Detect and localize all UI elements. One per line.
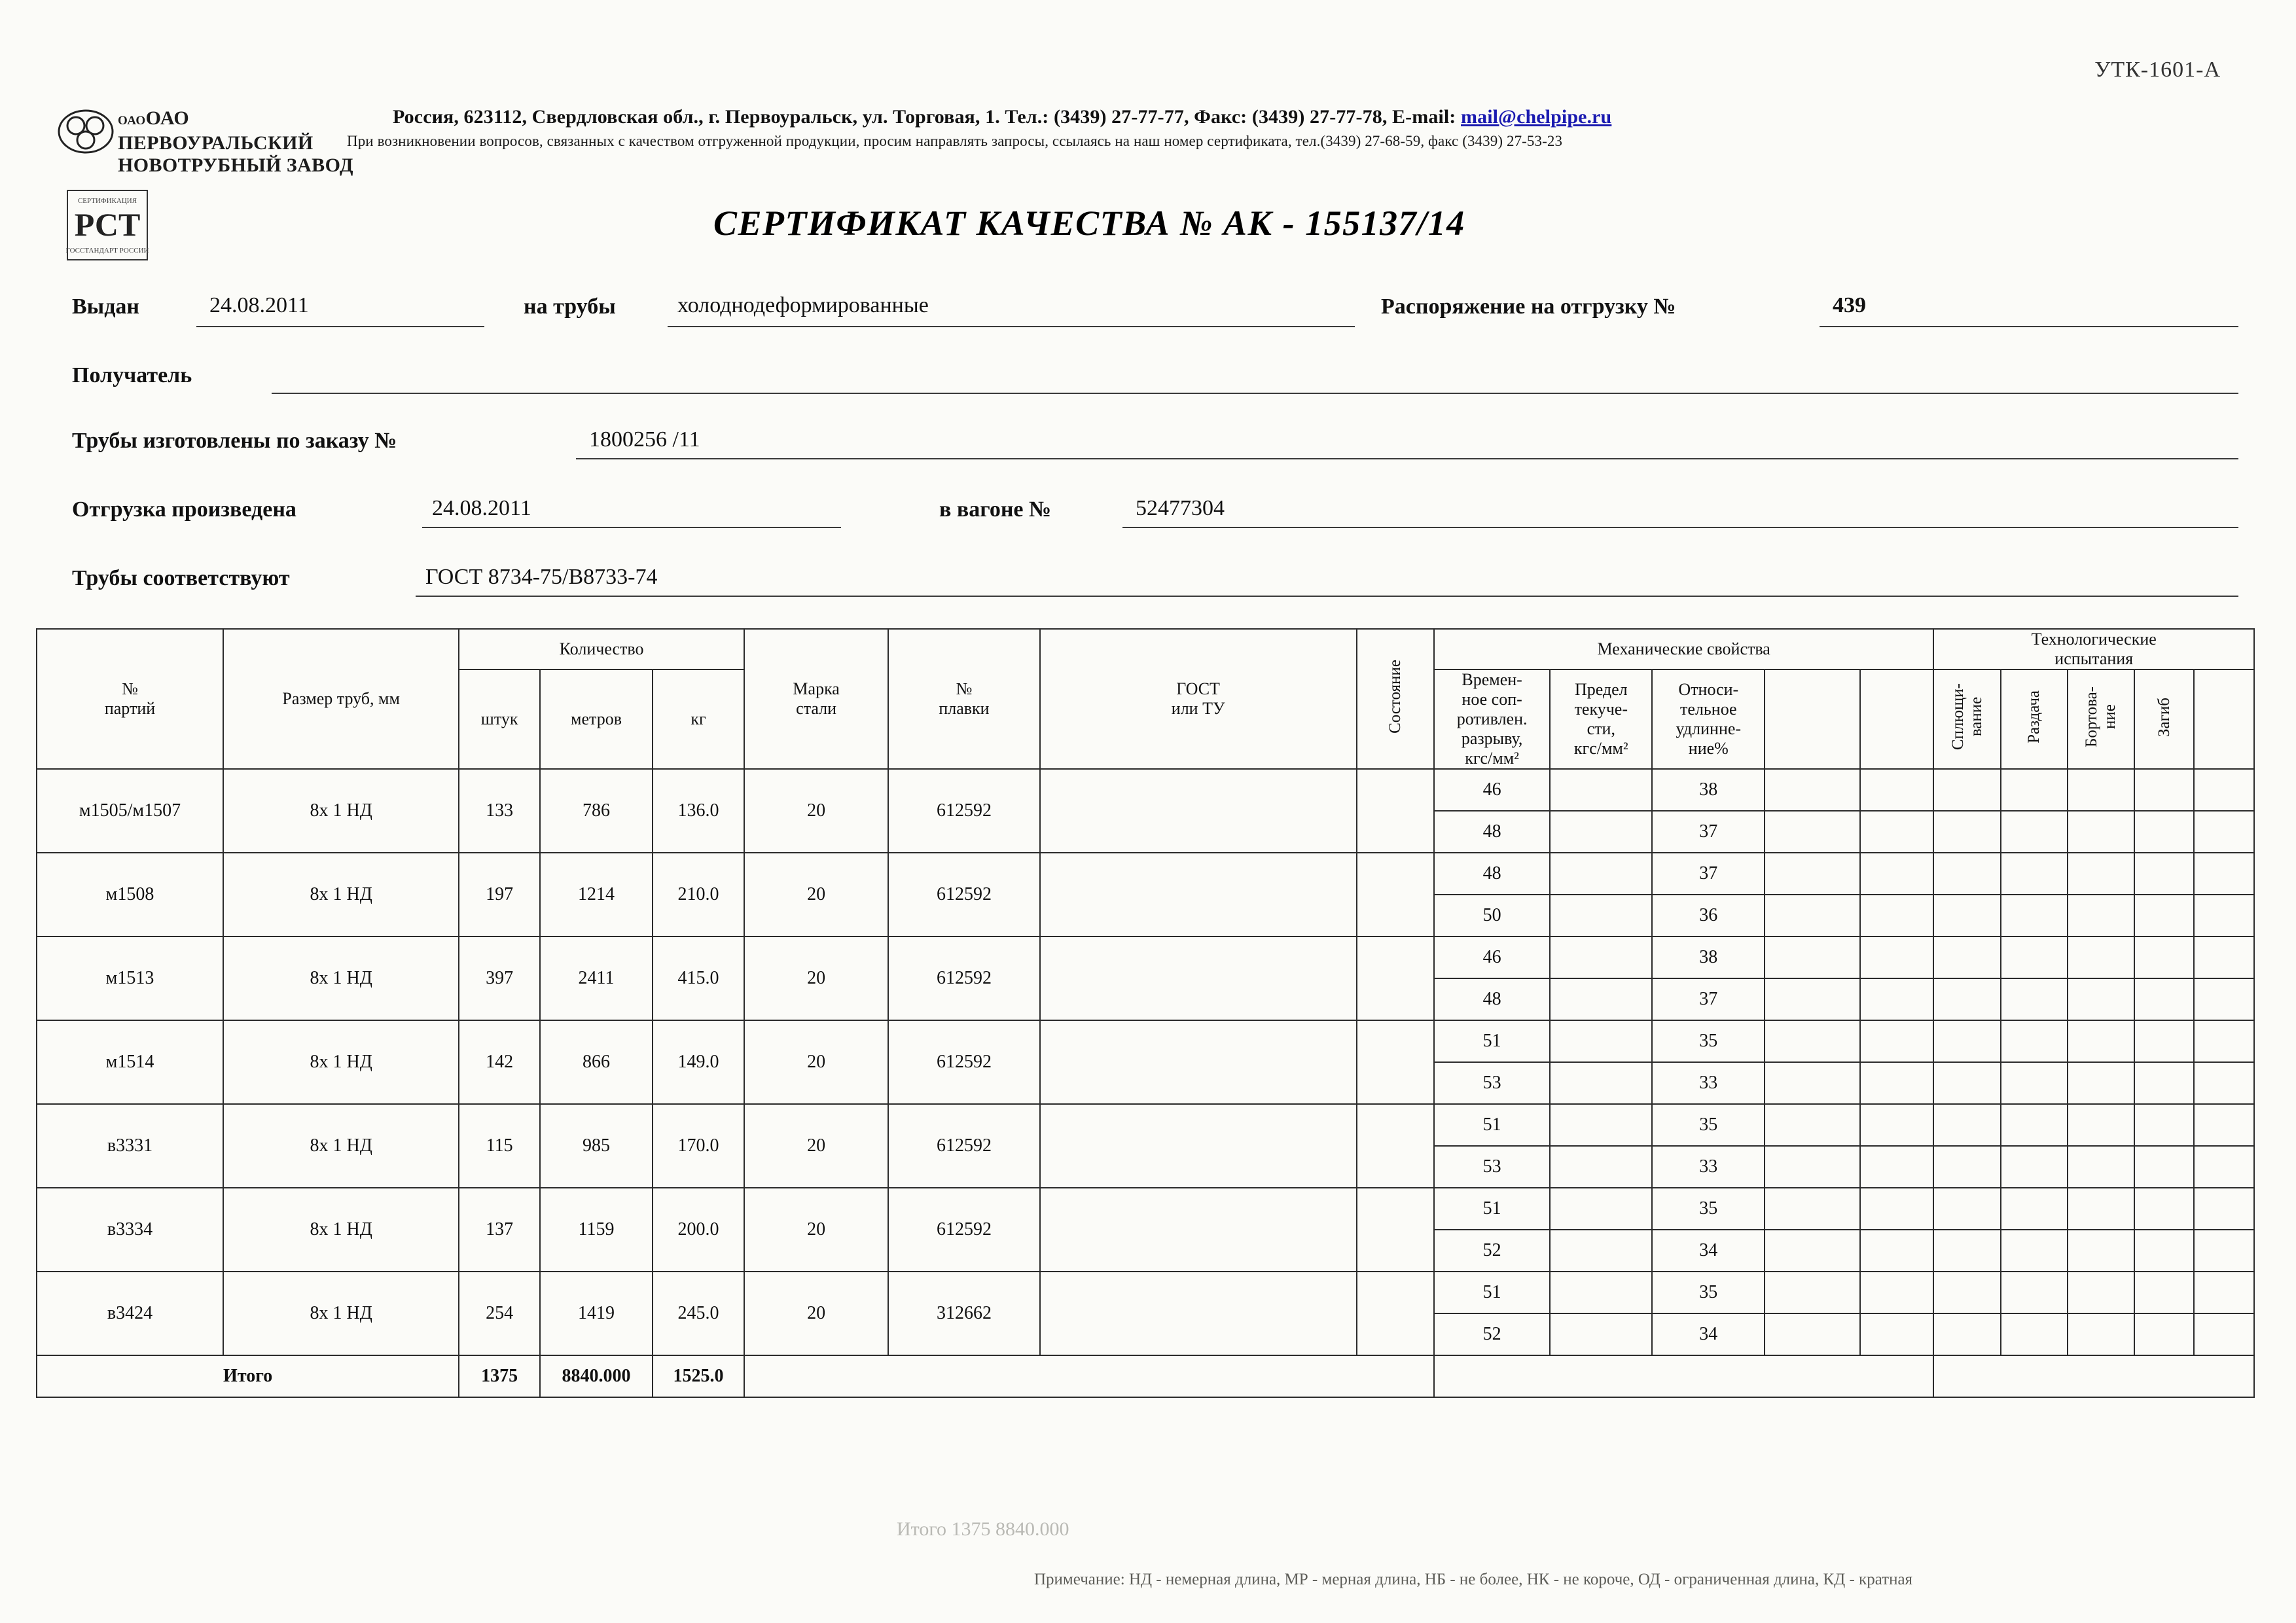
- cell-yield-2: [1550, 811, 1652, 853]
- shipping-order-label: Распоряжение на отгрузку №: [1381, 294, 1676, 319]
- cell-mech-extra-2: [1860, 1020, 1934, 1062]
- cell-meters: 1214: [540, 853, 653, 936]
- cell-expansion-2: [2001, 978, 2068, 1020]
- cell-elongation: 38: [1652, 936, 1765, 978]
- th-heat-no: № плавки: [888, 629, 1039, 769]
- table-header-row-1: [37, 629, 2254, 669]
- cell-flattening: [1933, 1020, 2000, 1062]
- shipment-date-label: Отгрузка произведена: [72, 497, 296, 522]
- total-blank-2: [1434, 1355, 1934, 1397]
- cell-tensile-2: 52: [1434, 1230, 1550, 1272]
- cell-mech-extra-1: [1765, 1272, 1859, 1313]
- th-bend: Загиб: [2134, 669, 2194, 769]
- cell-tensile: 51: [1434, 1272, 1550, 1313]
- table-row: [37, 853, 2254, 895]
- cell-flanging: [2068, 853, 2134, 895]
- cell-flattening: [1933, 853, 2000, 895]
- cell-tech-extra: [2194, 853, 2254, 895]
- address-text: Россия, 623112, Свердловская обл., г. Первоуральск, ул. Торговая, 1. Тел.: (3439) 27-77-77, Факс: (3439) 27-77-78, E-mail:: [393, 106, 1456, 128]
- cell-yield-2: [1550, 978, 1652, 1020]
- cell-bend-2: [2134, 978, 2194, 1020]
- conformance-value[interactable]: ГОСТ 8734-75/В8733-74: [425, 565, 658, 589]
- svg-text:ГОССТАНДАРТ РОССИИ: ГОССТАНДАРТ РОССИИ: [65, 247, 149, 255]
- cell-tech-extra: [2194, 1020, 2254, 1062]
- th-tensile: Времен- ное соп- ротивлен. разрыву, кгс/мм²: [1434, 669, 1550, 769]
- th-meters: метров: [540, 669, 653, 769]
- cell-expansion: [2001, 936, 2068, 978]
- cell-mech-extra-2: [1860, 1104, 1934, 1146]
- cell-heat: 612592: [888, 936, 1039, 1020]
- cell-meters: 1159: [540, 1188, 653, 1272]
- table-body: [37, 769, 2254, 1355]
- cell-mech-extra-2: [1860, 1272, 1934, 1313]
- cell-flanging-2: [2068, 1146, 2134, 1188]
- cell-mech-extra-1: [1765, 1020, 1859, 1062]
- cell-mech-extra-1: [1765, 1104, 1859, 1146]
- cell-tech-extra-2: [2194, 1230, 2254, 1272]
- cell-elongation: 35: [1652, 1188, 1765, 1230]
- cell-elongation-2: 34: [1652, 1313, 1765, 1355]
- cell-expansion: [2001, 853, 2068, 895]
- total-blank-1: [744, 1355, 1434, 1397]
- order-number-label: Трубы изготовлены по заказу №: [72, 429, 397, 453]
- company-email-link[interactable]: mail@chelpipe.ru: [1461, 106, 1612, 128]
- cell-tensile-2: 53: [1434, 1062, 1550, 1104]
- cell-party: м1508: [37, 853, 223, 936]
- table-row: [37, 1188, 2254, 1230]
- cell-flattening: [1933, 1272, 2000, 1313]
- cell-elongation: 37: [1652, 853, 1765, 895]
- cell-bend-2: [2134, 811, 2194, 853]
- cell-mech-extra-1b: [1765, 1313, 1859, 1355]
- cell-pieces: 142: [459, 1020, 540, 1104]
- cell-gost: [1040, 1188, 1357, 1272]
- cell-flanging-2: [2068, 1062, 2134, 1104]
- cell-tensile-2: 52: [1434, 1313, 1550, 1355]
- cell-flanging: [2068, 1020, 2134, 1062]
- cell-elongation-2: 36: [1652, 895, 1765, 936]
- company-note: При возникновении вопросов, связанных с качеством отгруженной продукции, просим направлять запросы, ссылаясь на наш номер сертификата, тел.(3439) 27-68-59, факс (3439) 27-53-23: [347, 133, 1563, 149]
- table-row: [37, 1104, 2254, 1146]
- cell-party: м1505/м1507: [37, 769, 223, 853]
- cell-tensile-2: 53: [1434, 1146, 1550, 1188]
- cell-flanging: [2068, 936, 2134, 978]
- cell-yield: [1550, 1272, 1652, 1313]
- wagon-underline: [1122, 527, 2238, 528]
- order-number-value[interactable]: 1800256 /11: [589, 427, 700, 452]
- cell-tech-extra-2: [2194, 1062, 2254, 1104]
- cell-tech-extra-2: [2194, 978, 2254, 1020]
- cell-flanging-2: [2068, 978, 2134, 1020]
- cell-size: 8х 1 НД: [223, 1272, 459, 1355]
- th-size: Размер труб, мм: [223, 629, 459, 769]
- cell-steel: 20: [744, 936, 888, 1020]
- issued-value[interactable]: 24.08.2011: [209, 293, 309, 317]
- svg-text:СЕРТИФИКАЦИЯ: СЕРТИФИКАЦИЯ: [77, 197, 137, 205]
- cell-yield: [1550, 1188, 1652, 1230]
- cell-yield-2: [1550, 1230, 1652, 1272]
- cell-flanging-2: [2068, 895, 2134, 936]
- cell-kg: 415.0: [653, 936, 744, 1020]
- cell-bend-2: [2134, 1062, 2194, 1104]
- th-mech-group: Механические свойства: [1434, 629, 1934, 669]
- cell-gost: [1040, 1020, 1357, 1104]
- cell-tensile: 46: [1434, 936, 1550, 978]
- cell-bend-2: [2134, 1230, 2194, 1272]
- cell-flanging: [2068, 1104, 2134, 1146]
- total-pieces: 1375: [459, 1355, 540, 1397]
- cell-mech-extra-2: [1860, 936, 1934, 978]
- total-blank-3: [1933, 1355, 2254, 1397]
- th-flanging: Бортова- ние: [2068, 669, 2134, 769]
- cell-mech-extra-1: [1765, 769, 1859, 811]
- cell-kg: 149.0: [653, 1020, 744, 1104]
- cell-expansion: [2001, 1188, 2068, 1230]
- cell-yield: [1550, 936, 1652, 978]
- cell-mech-extra-2b: [1860, 1062, 1934, 1104]
- cell-size: 8х 1 НД: [223, 769, 459, 853]
- form-code-label: УТК-1601-А: [2094, 58, 2221, 82]
- wagon-value[interactable]: 52477304: [1136, 496, 1225, 520]
- cell-party: м1514: [37, 1020, 223, 1104]
- th-elongation: Относи- тельное удлинне- ние%: [1652, 669, 1765, 769]
- shipping-order-underline: [1820, 326, 2238, 327]
- cell-tensile-2: 48: [1434, 811, 1550, 853]
- th-flattening: Сплющи- вание: [1933, 669, 2000, 769]
- cell-tensile: 48: [1434, 853, 1550, 895]
- cell-yield: [1550, 769, 1652, 811]
- cell-expansion-2: [2001, 1062, 2068, 1104]
- cell-bend-2: [2134, 895, 2194, 936]
- cell-condition: [1357, 769, 1434, 853]
- cell-condition: [1357, 1188, 1434, 1272]
- cell-meters: 1419: [540, 1272, 653, 1355]
- cell-heat: 312662: [888, 1272, 1039, 1355]
- company-name: [118, 107, 365, 177]
- gost-r-certification-icon: [65, 188, 149, 262]
- th-condition: [1357, 629, 1434, 769]
- table-total-row: [37, 1355, 2254, 1397]
- th-expansion: Раздача: [2001, 669, 2068, 769]
- cell-tech-extra: [2194, 1104, 2254, 1146]
- total-kg: 1525.0: [653, 1355, 744, 1397]
- cell-tensile: 51: [1434, 1104, 1550, 1146]
- cell-bend: [2134, 1020, 2194, 1062]
- cell-kg: 245.0: [653, 1272, 744, 1355]
- cell-expansion-2: [2001, 811, 2068, 853]
- cell-condition: [1357, 853, 1434, 936]
- cell-mech-extra-1b: [1765, 895, 1859, 936]
- cell-elongation-2: 33: [1652, 1062, 1765, 1104]
- cell-bend: [2134, 853, 2194, 895]
- pipes-value[interactable]: холоднодеформированные: [677, 293, 929, 317]
- wagon-label: в вагоне №: [939, 497, 1052, 522]
- company-name-line1: ОАО ПЕРВОУРАЛЬСКИЙ: [118, 107, 314, 154]
- cell-bend: [2134, 1104, 2194, 1146]
- cell-expansion-2: [2001, 895, 2068, 936]
- cell-expansion: [2001, 1020, 2068, 1062]
- cell-tensile-2: 50: [1434, 895, 1550, 936]
- table-row: [37, 1272, 2254, 1313]
- issued-label: Выдан: [72, 294, 140, 319]
- cell-size: 8х 1 НД: [223, 936, 459, 1020]
- cell-tensile: 51: [1434, 1020, 1550, 1062]
- cell-gost: [1040, 769, 1357, 853]
- cell-expansion: [2001, 769, 2068, 811]
- cell-party: в3424: [37, 1272, 223, 1355]
- cell-elongation: 35: [1652, 1272, 1765, 1313]
- cell-elongation: 38: [1652, 769, 1765, 811]
- table-row: [37, 936, 2254, 978]
- issued-underline: [196, 326, 484, 327]
- cell-elongation-2: 33: [1652, 1146, 1765, 1188]
- cell-condition: [1357, 936, 1434, 1020]
- pntz-logo-icon: [58, 109, 114, 154]
- cell-party: в3331: [37, 1104, 223, 1188]
- order-number-underline: [576, 458, 2238, 459]
- cell-elongation-2: 37: [1652, 978, 1765, 1020]
- shipping-order-value[interactable]: 439: [1833, 293, 1866, 317]
- table-row: [37, 769, 2254, 811]
- shipment-date-underline: [422, 527, 841, 528]
- cell-meters: 866: [540, 1020, 653, 1104]
- th-gost-tu: ГОСТ или ТУ: [1040, 629, 1357, 769]
- shipment-date-value[interactable]: 24.08.2011: [432, 496, 531, 520]
- cell-tech-extra-2: [2194, 811, 2254, 853]
- cell-bend: [2134, 769, 2194, 811]
- footer-note: Примечание: НД - немерная длина, МР - мерная длина, НБ - не более, НК - не короче, ОД - ограниченная длина, КД - кратная: [1034, 1571, 1913, 1588]
- cell-yield-2: [1550, 895, 1652, 936]
- certificate-table: [36, 628, 2255, 1398]
- conformance-label: Трубы соответствуют: [72, 566, 290, 590]
- th-mech-extra-2: [1860, 669, 1934, 769]
- cell-heat: 612592: [888, 853, 1039, 936]
- cell-tech-extra-2: [2194, 1146, 2254, 1188]
- cell-party: в3334: [37, 1188, 223, 1272]
- cell-tensile-2: 48: [1434, 978, 1550, 1020]
- cell-meters: 2411: [540, 936, 653, 1020]
- cell-expansion: [2001, 1104, 2068, 1146]
- cell-size: 8х 1 НД: [223, 1104, 459, 1188]
- cell-heat: 612592: [888, 1020, 1039, 1104]
- cell-heat: 612592: [888, 1188, 1039, 1272]
- cell-tech-extra: [2194, 1188, 2254, 1230]
- th-party: № партий: [37, 629, 223, 769]
- cell-bend-2: [2134, 1313, 2194, 1355]
- cell-tech-extra: [2194, 936, 2254, 978]
- cell-size: 8х 1 НД: [223, 1020, 459, 1104]
- cell-mech-extra-2: [1860, 1188, 1934, 1230]
- cell-flattening-2: [1933, 978, 2000, 1020]
- cell-flattening-2: [1933, 895, 2000, 936]
- cell-flattening: [1933, 1104, 2000, 1146]
- table-row: [37, 1020, 2254, 1062]
- cell-yield-2: [1550, 1146, 1652, 1188]
- cell-steel: 20: [744, 853, 888, 936]
- cell-gost: [1040, 853, 1357, 936]
- cell-flanging: [2068, 1188, 2134, 1230]
- svg-text:РСТ: РСТ: [74, 206, 141, 243]
- cell-elongation: 35: [1652, 1104, 1765, 1146]
- recipient-label: Получатель: [72, 363, 192, 387]
- th-mech-extra-1: [1765, 669, 1859, 769]
- total-meters: 8840.000: [540, 1355, 653, 1397]
- conformance-underline: [416, 596, 2238, 597]
- cell-condition: [1357, 1104, 1434, 1188]
- cell-mech-extra-2b: [1860, 811, 1934, 853]
- company-address: [393, 106, 2219, 128]
- cell-meters: 985: [540, 1104, 653, 1188]
- cell-mech-extra-1: [1765, 1188, 1859, 1230]
- cell-mech-extra-1: [1765, 936, 1859, 978]
- cell-tech-extra-2: [2194, 1313, 2254, 1355]
- cell-mech-extra-1b: [1765, 1230, 1859, 1272]
- cell-mech-extra-2: [1860, 769, 1934, 811]
- cell-flattening: [1933, 1188, 2000, 1230]
- cell-mech-extra-2b: [1860, 1146, 1934, 1188]
- th-steel-grade: Марка стали: [744, 629, 888, 769]
- th-condition-label: Состояние: [1386, 660, 1404, 734]
- cell-elongation: 35: [1652, 1020, 1765, 1062]
- cell-flattening-2: [1933, 1062, 2000, 1104]
- cell-expansion-2: [2001, 1313, 2068, 1355]
- cell-elongation-2: 34: [1652, 1230, 1765, 1272]
- cell-flattening: [1933, 769, 2000, 811]
- ghost-total-text: Итого 1375 8840.000: [897, 1518, 1069, 1540]
- cell-pieces: 254: [459, 1272, 540, 1355]
- pipes-underline: [668, 326, 1355, 327]
- total-label: Итого: [37, 1355, 459, 1397]
- cell-mech-extra-2b: [1860, 978, 1934, 1020]
- cell-expansion: [2001, 1272, 2068, 1313]
- cell-kg: 136.0: [653, 769, 744, 853]
- cell-flanging-2: [2068, 1313, 2134, 1355]
- cell-size: 8х 1 НД: [223, 1188, 459, 1272]
- cell-tensile: 51: [1434, 1188, 1550, 1230]
- cell-mech-extra-2: [1860, 853, 1934, 895]
- cell-steel: 20: [744, 1020, 888, 1104]
- cell-bend: [2134, 1188, 2194, 1230]
- cell-flattening-2: [1933, 1230, 2000, 1272]
- cell-pieces: 115: [459, 1104, 540, 1188]
- cell-bend: [2134, 936, 2194, 978]
- cell-tech-extra-2: [2194, 895, 2254, 936]
- cell-pieces: 137: [459, 1188, 540, 1272]
- cell-heat: 612592: [888, 769, 1039, 853]
- cell-size: 8х 1 НД: [223, 853, 459, 936]
- cell-tech-extra: [2194, 1272, 2254, 1313]
- pipes-label: на трубы: [524, 294, 616, 319]
- cell-flattening-2: [1933, 811, 2000, 853]
- cell-steel: 20: [744, 1104, 888, 1188]
- th-pieces: штук: [459, 669, 540, 769]
- cell-steel: 20: [744, 1272, 888, 1355]
- cell-mech-extra-1b: [1765, 811, 1859, 853]
- cell-flanging-2: [2068, 811, 2134, 853]
- th-quantity-group: Количество: [459, 629, 744, 669]
- th-yield: Предел текуче- сти, кгс/мм²: [1550, 669, 1652, 769]
- recipient-underline: [272, 393, 2238, 394]
- cell-kg: 170.0: [653, 1104, 744, 1188]
- cell-kg: 200.0: [653, 1188, 744, 1272]
- cell-mech-extra-1b: [1765, 1062, 1859, 1104]
- cell-expansion-2: [2001, 1230, 2068, 1272]
- cell-pieces: 197: [459, 853, 540, 936]
- cell-bend: [2134, 1272, 2194, 1313]
- cell-flanging: [2068, 1272, 2134, 1313]
- cell-kg: 210.0: [653, 853, 744, 936]
- company-prefix: ОАО: [118, 114, 146, 128]
- cell-flattening: [1933, 936, 2000, 978]
- th-tech-group: Технологические испытания: [1933, 629, 2254, 669]
- cell-pieces: 397: [459, 936, 540, 1020]
- cell-steel: 20: [744, 1188, 888, 1272]
- cell-flanging-2: [2068, 1230, 2134, 1272]
- cell-mech-extra-1: [1765, 853, 1859, 895]
- th-tech-extra: [2194, 669, 2254, 769]
- cell-yield: [1550, 1020, 1652, 1062]
- cell-bend-2: [2134, 1146, 2194, 1188]
- cell-mech-extra-2b: [1860, 895, 1934, 936]
- th-kg: кг: [653, 669, 744, 769]
- cell-condition: [1357, 1272, 1434, 1355]
- cell-gost: [1040, 936, 1357, 1020]
- cell-gost: [1040, 1104, 1357, 1188]
- cell-gost: [1040, 1272, 1357, 1355]
- cell-expansion-2: [2001, 1146, 2068, 1188]
- cell-elongation-2: 37: [1652, 811, 1765, 853]
- cell-meters: 786: [540, 769, 653, 853]
- cell-yield: [1550, 1104, 1652, 1146]
- cell-flanging: [2068, 769, 2134, 811]
- page-title: СЕРТИФИКАТ КАЧЕСТВА № АК - 155137/14: [713, 204, 1465, 243]
- company-name-line2: НОВОТРУБНЫЙ ЗАВОД: [118, 154, 353, 176]
- cell-tensile: 46: [1434, 769, 1550, 811]
- cell-flattening-2: [1933, 1313, 2000, 1355]
- cell-party: м1513: [37, 936, 223, 1020]
- cell-steel: 20: [744, 769, 888, 853]
- cell-heat: 612592: [888, 1104, 1039, 1188]
- cell-condition: [1357, 1020, 1434, 1104]
- cell-mech-extra-1b: [1765, 1146, 1859, 1188]
- cell-mech-extra-2b: [1860, 1313, 1934, 1355]
- cell-yield-2: [1550, 1062, 1652, 1104]
- cell-pieces: 133: [459, 769, 540, 853]
- cell-tech-extra: [2194, 769, 2254, 811]
- company-logo: [58, 105, 365, 176]
- cell-mech-extra-2b: [1860, 1230, 1934, 1272]
- cell-flattening-2: [1933, 1146, 2000, 1188]
- cell-yield-2: [1550, 1313, 1652, 1355]
- cell-yield: [1550, 853, 1652, 895]
- cell-mech-extra-1b: [1765, 978, 1859, 1020]
